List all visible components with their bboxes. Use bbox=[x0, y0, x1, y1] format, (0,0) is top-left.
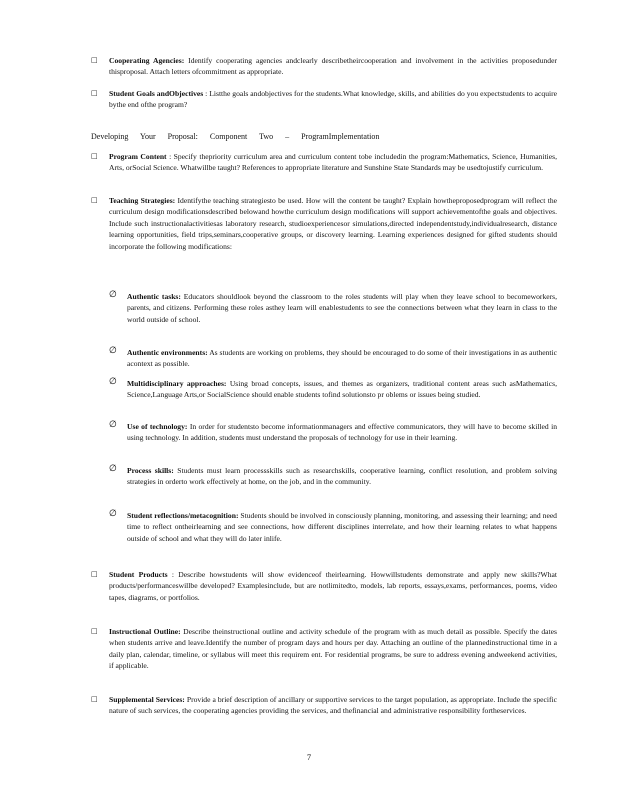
item-text: Identifythe teaching strategiesto be used. How will the content be taught? Explain howtheproposedprogram will reflect the curriculum design modificationsdescribed belowand howthe curriculum design modifications will support achievementofthe goals and objectives. Include such instructionalactivitiesas laboratory research, studioexperiencesor simulations,directed independentstudy,individualresearch, distance learning opportunities, field trips,seminars,cooperative groups, or discovery learning. Learning experiences designed for gifted students should incorporate the following modifications: bbox=[109, 196, 557, 251]
item-text: : Describe howstudents will show evidenceof theirlearning. Howwillstudents demonstrate and apply new skills?What products/performanceswillbe developed? Examplesinclude, but are notlimitedto, models, lab reports, essays,exams, performances, poems, video tapes, diagrams, or portfolios. bbox=[109, 570, 557, 602]
item-body bbox=[109, 151, 557, 174]
item-label: Student Products bbox=[109, 570, 168, 579]
checkbox-bullet-icon: □ bbox=[91, 89, 98, 97]
subitem-body bbox=[127, 421, 557, 444]
checkbox-bullet-icon: □ bbox=[91, 152, 98, 160]
subitem-body bbox=[127, 378, 557, 401]
item-label: Program Content bbox=[109, 152, 167, 161]
empty-set-bullet-icon: ∅ bbox=[109, 290, 117, 300]
subitem-text: Educators shouldlook beyond the classroom to the roles students will play when they leave school to becomeworkers, parents, and citizens. Performing these roles asthey learn will enablestudents to see the connections between what they learn in class to the world outside of school. bbox=[127, 292, 558, 324]
subitem-text: Using broad concepts, issues, and themes as organizers, traditional content areas such asMathematics, Science,Language Arts,or SocialScience should enable students tofind solutionsto pr oblems or issues being studied. bbox=[127, 379, 557, 400]
subitem-text: Students should be involved in consciously planning, monitoring, and assessing their learning; and need time to reflect ontheirlearning and see connections, how different disciplines interrelate, and how their learning relates to what happens outside of school and what they will do later inlife. bbox=[127, 511, 557, 543]
subitem-label: Process skills: bbox=[127, 466, 174, 475]
subitem-body bbox=[127, 291, 557, 325]
checkbox-bullet-icon: □ bbox=[91, 570, 98, 578]
subitem-label: Authentic environments: bbox=[127, 348, 208, 357]
item-body bbox=[109, 55, 557, 78]
subitem-label: Authentic tasks: bbox=[127, 292, 181, 301]
item-label: Supplemental Services: bbox=[109, 695, 185, 704]
empty-set-bullet-icon: ∅ bbox=[109, 346, 117, 356]
checkbox-bullet-icon: □ bbox=[91, 56, 98, 64]
checkbox-bullet-icon: □ bbox=[91, 196, 98, 204]
item-body bbox=[109, 88, 557, 111]
empty-set-bullet-icon: ∅ bbox=[109, 420, 117, 430]
item-label: Teaching Strategies: bbox=[109, 196, 176, 205]
subitem-text: Students must learn processskills such as researchskills, cooperative learning, conflict resolution, and problem solving strategies in orderto work effectively at home, on the job, and in the community. bbox=[127, 466, 557, 487]
item-body bbox=[109, 195, 557, 252]
checkbox-bullet-icon: □ bbox=[91, 627, 98, 635]
subitem-body bbox=[127, 347, 557, 370]
subitem-text: In order for studentsto become informationmanagers and effective communicators, they will have to become skilled in using technology. In addition, students must understand the proposals of technology for use in their learning. bbox=[127, 422, 557, 443]
item-text: Provide a brief description of ancillary or supportive services to the target population, as appropriate. Include the specific nature of such services, the cooperating agencies providing the services, and thefinancial and administrative responsibility fortheservices. bbox=[109, 695, 557, 716]
subitem-text: As students are working on problems, they should be encouraged to do some of their investigations in as authentic acontext as possible. bbox=[127, 348, 558, 369]
item-text: Identify cooperating agencies andclearly describetheircooperation and involvement in the activities proposedunder thisproposal. Attach letters ofcommitment as appropriate. bbox=[109, 56, 557, 77]
empty-set-bullet-icon: ∅ bbox=[109, 464, 117, 474]
subitem-label: Use of technology: bbox=[127, 422, 188, 431]
item-label: Cooperating Agencies: bbox=[109, 56, 185, 65]
subitem-label: Multidisciplinary approaches: bbox=[127, 379, 227, 388]
item-body bbox=[109, 626, 557, 672]
checkbox-bullet-icon: □ bbox=[91, 695, 98, 703]
empty-set-bullet-icon: ∅ bbox=[109, 509, 117, 519]
item-text: : Listthe goals andobjectives for the students.What knowledge, skills, and abilities do you expectstudents to acquire bythe end ofthe program? bbox=[109, 89, 557, 110]
item-text: Describe theinstructional outline and activity schedule of the program with as much detail as possible. Specify the dates when students arrive and leave.Identify the number of program days and hours per day. Attaching an outline of the plannedinstructional time in a daily plan, calendar, timeline, or syllabus will meet this requirem ent. For residential programs, be sure to address evening andweekend activities, if applicable. bbox=[109, 627, 557, 671]
subitem-label: Student reflections/metacognition: bbox=[127, 511, 239, 520]
item-text: : Specify thepriority curriculum area and curriculum content tobe includedin the program:Mathematics, Science, Humanities, Arts, orSocial Science. Whatwillbe taught? References to appropriate literature and Sunshine State Standards may be usedtojustify curriculum. bbox=[109, 152, 557, 173]
item-label: Student Goals andObjectives bbox=[109, 89, 204, 98]
item-label: Instructional Outline: bbox=[109, 627, 181, 636]
page-number: 7 bbox=[306, 752, 312, 762]
item-body bbox=[109, 694, 557, 717]
section-heading: Developing Your Proposal: Component Two – ProgramImplementation bbox=[91, 132, 380, 141]
item-body bbox=[109, 569, 557, 603]
subitem-body bbox=[127, 465, 557, 488]
subitem-body bbox=[127, 510, 557, 544]
empty-set-bullet-icon: ∅ bbox=[109, 377, 117, 387]
